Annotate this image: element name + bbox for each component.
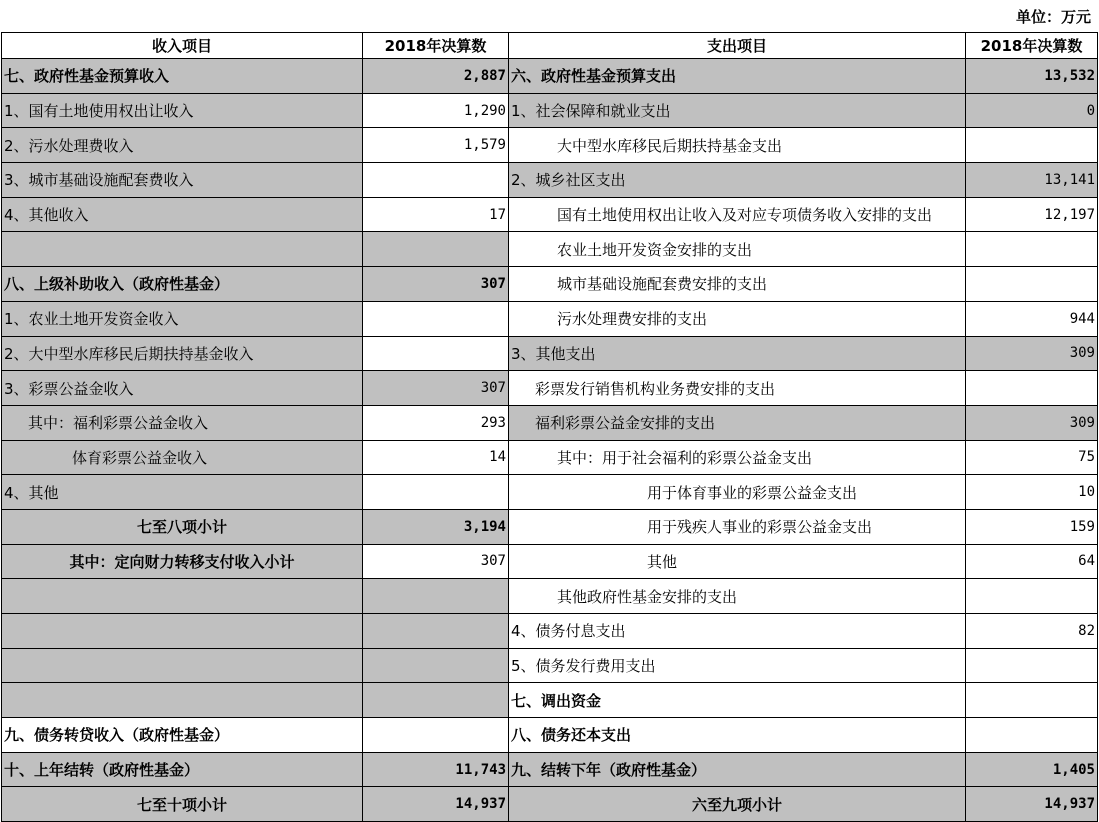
expense-value: 10 xyxy=(966,475,1098,510)
income-value: 17 xyxy=(363,197,509,232)
expense-item: 农业土地开发资金安排的支出 xyxy=(509,232,966,267)
expense-value xyxy=(966,232,1098,267)
budget-table xyxy=(1,32,1098,822)
table-row xyxy=(2,267,1098,302)
expense-item: 1、社会保障和就业支出 xyxy=(509,93,966,128)
expense-value: 82 xyxy=(966,614,1098,649)
table-row xyxy=(2,752,1098,787)
table-row xyxy=(2,683,1098,718)
income-transfer-subtotal: 其中：定向财力转移支付收入小计 xyxy=(2,544,363,579)
expense-item: 5、债务发行费用支出 xyxy=(509,648,966,683)
income-value: 14 xyxy=(363,440,509,475)
table-row xyxy=(2,128,1098,163)
income-item xyxy=(2,648,363,683)
expense-item: 其他政府性基金安排的支出 xyxy=(509,579,966,614)
expense-item: 六、政府性基金预算支出 xyxy=(509,59,966,94)
income-item: 八、上级补助收入（政府性基金） xyxy=(2,267,363,302)
table-row xyxy=(2,301,1098,336)
header-expense-item: 支出项目 xyxy=(509,33,966,59)
unit-label: 单位：万元 xyxy=(1015,8,1091,26)
expense-item: 八、债务还本支出 xyxy=(509,718,966,753)
income-item: 2、污水处理费收入 xyxy=(2,128,363,163)
expense-item: 其中：用于社会福利的彩票公益金支出 xyxy=(509,440,966,475)
expense-value xyxy=(966,579,1098,614)
table-row xyxy=(2,544,1098,579)
expense-item: 用于体育事业的彩票公益金支出 xyxy=(509,475,966,510)
income-value xyxy=(363,475,509,510)
expense-item: 九、结转下年（政府性基金） xyxy=(509,752,966,787)
income-item xyxy=(2,232,363,267)
expense-item: 七、调出资金 xyxy=(509,683,966,718)
income-item: 十、上年结转（政府性基金） xyxy=(2,752,363,787)
table-row xyxy=(2,614,1098,649)
expense-value: 0 xyxy=(966,93,1098,128)
income-total-value: 14,937 xyxy=(363,787,509,822)
income-item: 1、国有土地使用权出让收入 xyxy=(2,93,363,128)
income-subtotal: 七至八项小计 xyxy=(2,509,363,544)
table-row xyxy=(2,163,1098,198)
header-income-item: 收入项目 xyxy=(2,33,363,59)
expense-value xyxy=(966,128,1098,163)
income-value xyxy=(363,301,509,336)
income-item: 体育彩票公益金收入 xyxy=(2,440,363,475)
income-item: 1、农业土地开发资金收入 xyxy=(2,301,363,336)
table-row xyxy=(2,93,1098,128)
income-value xyxy=(363,336,509,371)
income-value xyxy=(363,163,509,198)
table-row xyxy=(2,648,1098,683)
expense-item: 4、债务付息支出 xyxy=(509,614,966,649)
table-row xyxy=(2,718,1098,753)
header-income-value: 2018年决算数 xyxy=(363,33,509,59)
expense-value: 944 xyxy=(966,301,1098,336)
income-value: 293 xyxy=(363,405,509,440)
table-row xyxy=(2,440,1098,475)
income-value: 307 xyxy=(363,544,509,579)
income-item xyxy=(2,614,363,649)
income-item: 3、城市基础设施配套费收入 xyxy=(2,163,363,198)
income-item: 2、大中型水库移民后期扶持基金收入 xyxy=(2,336,363,371)
income-value: 2,887 xyxy=(363,59,509,94)
expense-item: 2、城乡社区支出 xyxy=(509,163,966,198)
expense-value xyxy=(966,718,1098,753)
income-item xyxy=(2,579,363,614)
expense-item: 用于残疾人事业的彩票公益金支出 xyxy=(509,509,966,544)
expense-value: 13,532 xyxy=(966,59,1098,94)
expense-item: 其他 xyxy=(509,544,966,579)
expense-value: 64 xyxy=(966,544,1098,579)
income-item: 4、其他收入 xyxy=(2,197,363,232)
income-item xyxy=(2,683,363,718)
expense-item: 国有土地使用权出让收入及对应专项债务收入安排的支出 xyxy=(509,197,966,232)
table-row xyxy=(2,232,1098,267)
income-value: 1,579 xyxy=(363,128,509,163)
income-value: 1,290 xyxy=(363,93,509,128)
expense-value: 1,405 xyxy=(966,752,1098,787)
income-value xyxy=(363,614,509,649)
expense-value: 159 xyxy=(966,509,1098,544)
header-expense-value: 2018年决算数 xyxy=(966,33,1098,59)
table-row xyxy=(2,197,1098,232)
expense-item: 污水处理费安排的支出 xyxy=(509,301,966,336)
expense-item: 福利彩票公益金安排的支出 xyxy=(509,405,966,440)
table-row xyxy=(2,509,1098,544)
table-row xyxy=(2,405,1098,440)
income-value xyxy=(363,232,509,267)
expense-value: 309 xyxy=(966,405,1098,440)
table-row xyxy=(2,579,1098,614)
expense-value xyxy=(966,683,1098,718)
expense-value: 13,141 xyxy=(966,163,1098,198)
expense-value xyxy=(966,648,1098,683)
expense-item: 彩票发行销售机构业务费安排的支出 xyxy=(509,371,966,406)
income-value xyxy=(363,579,509,614)
expense-total-value: 14,937 xyxy=(966,787,1098,822)
expense-item: 3、其他支出 xyxy=(509,336,966,371)
income-value: 11,743 xyxy=(363,752,509,787)
income-value: 3,194 xyxy=(363,509,509,544)
table-row xyxy=(2,336,1098,371)
expense-item: 大中型水库移民后期扶持基金支出 xyxy=(509,128,966,163)
expense-value: 75 xyxy=(966,440,1098,475)
table-header-row xyxy=(2,33,1098,59)
income-value xyxy=(363,648,509,683)
income-item: 4、其他 xyxy=(2,475,363,510)
income-value xyxy=(363,683,509,718)
expense-value: 309 xyxy=(966,336,1098,371)
table-row xyxy=(2,475,1098,510)
expense-value xyxy=(966,267,1098,302)
table-row xyxy=(2,787,1098,822)
expense-item: 城市基础设施配套费安排的支出 xyxy=(509,267,966,302)
income-value xyxy=(363,718,509,753)
income-item: 其中：福利彩票公益金收入 xyxy=(2,405,363,440)
income-item: 3、彩票公益金收入 xyxy=(2,371,363,406)
income-item: 七、政府性基金预算收入 xyxy=(2,59,363,94)
table-row xyxy=(2,59,1098,94)
expense-value xyxy=(966,371,1098,406)
income-total: 七至十项小计 xyxy=(2,787,363,822)
table-row xyxy=(2,371,1098,406)
income-item: 九、债务转贷收入（政府性基金） xyxy=(2,718,363,753)
expense-total: 六至九项小计 xyxy=(509,787,966,822)
expense-value: 12,197 xyxy=(966,197,1098,232)
income-value: 307 xyxy=(363,371,509,406)
income-value: 307 xyxy=(363,267,509,302)
